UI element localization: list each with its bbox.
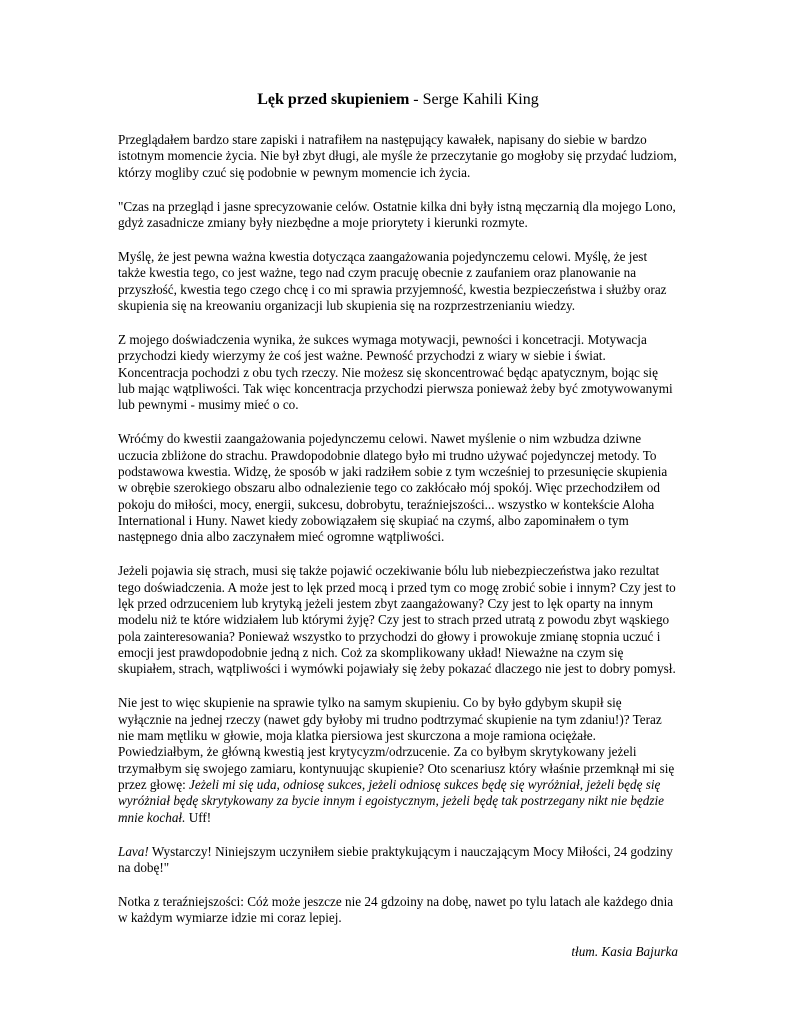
paragraph-6: Jeżeli pojawia się strach, musi się także pojawić oczekiwanie bólu lub niebezpieczeństwa jako rezultat tego doświadczenia. A może jest to lęk przed mocą i przed tym co mogę zrobić sobie i innym? Czy jest to lęk przed odrzuceniem lub krytyką jeżeli jestem zbyt zaangażowany? Czy jest to lęk oparty na innym modelu niż te które widziałem lub którymi żyję? Czy jest to strach przed utratą z powodu zbyt wąskiego pola zainteresowania? Ponieważ wszystko to przychodzi do głowy i prowokuje zmianę stopnia uczuć i emocji jest prawdopodobnie jedną z nich. Coż za skomplikowany układ! Nieważne na czym się skupiałem, strach, wątpliwości i wymówki pojawiały się żeby pokazać dlaczego nie jest to dobry pomysł. [118, 563, 676, 677]
paragraph-2: "Czas na przegląd i jasne sprecyzowanie celów. Ostatnie kilka dni były istną męczarnią dla mojego Lono, gdyż zasadnicze zmiany były niezbędne a moje priorytety i kierunki rozmyte. [118, 198, 676, 230]
document-title [118, 90, 678, 110]
paragraph-8-text: Wystarczy! Niniejszym uczyniłem siebie praktykującym i nauczającym Mocy Miłości, 24 godziny na dobę!" [118, 843, 673, 875]
paragraph-9: Notka z teraźniejszości: Cóż może jeszcze nie 24 gdzoiny na dobę, nawet po tylu latach ale każdego dnia w każdym wymiarze idzie mi coraz lepiej. [118, 893, 674, 926]
paragraph-5: Wróćmy do kwestii zaangażowania pojedynczemu celowi. Nawet myślenie o nim wzbudza dziwne uczucia zbliżone do strachu. Prawdopodobnie dlatego było mi trudno używać pojedynczej metody. To podstawowa kwestia. Widzę, że sposób w jaki radziłem sobie z tym wcześniej to przesunięcie skupienia w obrębie szerokiego obszaru albo odnalezienie tego co zakłócało mój spokój. Więc przechodziłem od pokoju do miłości, mocy, energii, sukcesu, dobrobytu, teraźniejszości... wszystko w kontekście Aloha International i Huny. Nawet kiedy zobowiązałem się skupiać na czymś, albo zapominałem o tym następnego dnia albo zaczynałem mieć ogromne wątpliwości. [118, 431, 668, 545]
paragraph-3: Myślę, że jest pewna ważna kwestia dotycząca zaangażowania pojedynczemu celowi. Myślę, że jest także kwestia tego, co jest ważne, tego nad czym pracuję obecnie z zaufaniem oraz planowanie na przyszłość, kwestia tego czego chcę i co mi sprawia przyjemność, kwestia bezpieczeństwa i służby oraz skupienia się na kreowaniu organizacji lub skupienia się na rozprzestrzenianiu wiedzy. [118, 248, 667, 313]
title-bold: Lęk przed skupieniem [257, 91, 410, 108]
document-page [118, 90, 678, 978]
translator-credit: tłum. Kasia Bajurka [571, 944, 678, 960]
paragraph-4: Z mojego doświadczenia wynika, że sukces wymaga motywacji, pewności i koncetracji. Motywacja przychodzi kiedy wierzymy że coś jest ważne. Pewność przychodzi z wiary w siebie i świat. Koncentracja pochodzi z obu tych rzeczy. Nie możesz się skoncentrować będąc apatycznym, bojąc się lub mając wątpliwości. Tak więc koncentracja przychodzi pierwsza ponieważ żeby być zmotywowanymi lub pewnymi - musimy mieć o co. [118, 331, 673, 413]
paragraph-7-text: Nie jest to więc skupienie na sprawie tylko na samym skupieniu. Co by było gdybym skupił się wyłącznie na jednej rzeczy (nawet gdy byłoby mi trudno podtrzymać skupienie na tym zdaniu!)? Teraz nie mam mętliku w głowie, moja klatka piersiowa jest skurczona a moje ramiona ociężałe. Powiedziałbym, że główną kwestią jest krytycyzm/odrzucenie. Za co byłbym skrytykowany jeżeli trzymałbym się swojego zamiaru, kontynuując skupienie? Oto scenariusz który właśnie przemknął mi się przez głowę: [118, 695, 675, 792]
paragraph-1: Przeglądałem bardzo stare zapiski i natrafiłem na następujący kawałek, napisany do siebie w bardzo istotnym momencie życia. Nie był zbyt długi, ale myśle że przeczytanie go mogłoby się przydać ludziom, którzy mogliby czuć się podobnie w pewnym momencie ich życia. [118, 132, 677, 180]
paragraph-8 [118, 844, 678, 877]
paragraph-8-italic-lead: Lava! [118, 843, 149, 859]
paragraph-7 [118, 695, 678, 826]
paragraph-7-italic: Jeżeli mi się uda, odniosę sukces, jeżeli odniosę sukces będę się wyróżniał, jeżeli będę się wyróżniał będę skrytykowany za bycie innym i egoistycznym, jeżeli będę tak postrzegany nikt nie będzie mnie kochał. [118, 776, 665, 825]
paragraph-7-tail: Uff! [185, 809, 212, 825]
title-author: - Serge Kahili King [409, 91, 539, 108]
